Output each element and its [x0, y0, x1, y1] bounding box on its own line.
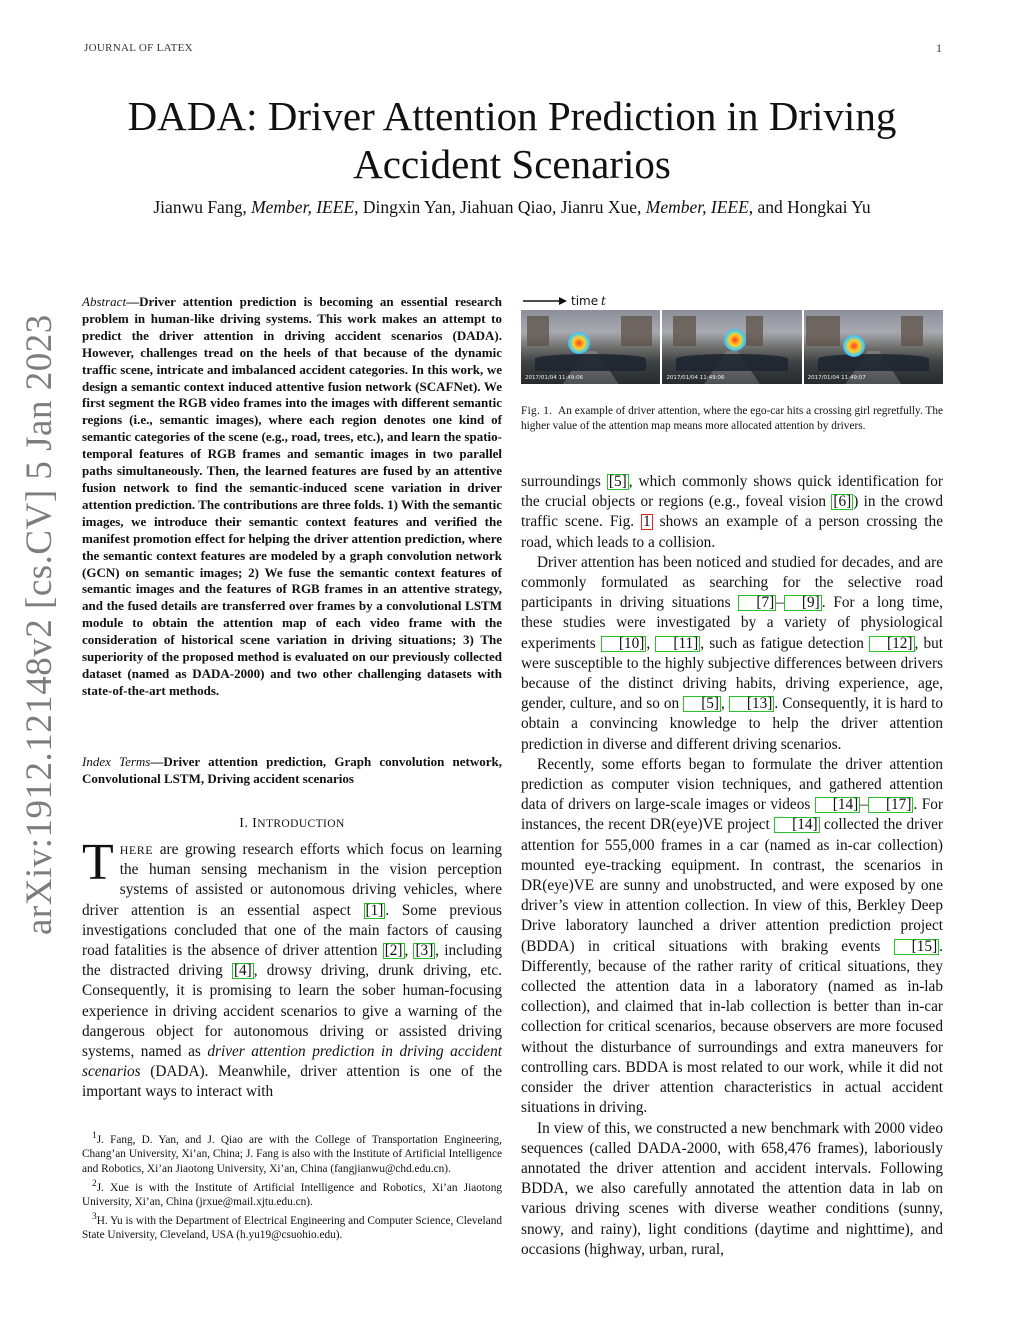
video-frame-2: [662, 310, 801, 384]
frame-timestamp: 2017/01/04 11:49:06: [666, 375, 725, 381]
index-terms-text: —Driver attention prediction, Graph convolution network, Convolutional LSTM, Driving accident scenarios: [82, 754, 502, 786]
citation-link[interactable]: [14]: [774, 817, 820, 833]
index-terms: [82, 754, 502, 788]
footnote-mark: 2: [92, 1178, 97, 1189]
text-run: . Consequently, it is hard to obtain a convincing knowledge to help the driver attention prediction in diverse and different driving scenarios.: [521, 695, 944, 753]
footnote-1: [82, 1129, 502, 1177]
citation-link[interactable]: [3]: [415, 942, 434, 960]
text-run: –: [776, 594, 784, 612]
video-frame-1: [521, 310, 660, 384]
video-frame-3: [804, 310, 943, 384]
body-paragraph: [521, 472, 943, 553]
citation-link[interactable]: [14]: [815, 797, 861, 813]
text-run: Recently, some efforts began to formulate the driver attention prediction as computer vision techniques, and gathered attention data of drivers on large-scale images or videos: [521, 755, 943, 814]
page-number: 1: [936, 41, 942, 55]
time-axis: [521, 292, 721, 310]
citation-link[interactable]: [17]: [868, 797, 914, 813]
abstract: [82, 294, 502, 700]
text-run: (DADA). Meanwhile, driver attention is one of the important ways to interact with: [82, 1063, 502, 1101]
footnote-3: [82, 1210, 502, 1243]
text-run: , such as fatigue detection: [700, 634, 870, 652]
footnote-text: H. Yu is with the Department of Electrical Engineering and Computer Science, Cleveland State University, Cleveland, USA (h.yu19@csuohio.edu).: [82, 1214, 502, 1241]
time-axis-variable: t: [601, 294, 606, 308]
section-title-rest: NTRODUCTION: [257, 818, 345, 830]
footnote-mark: 1: [92, 1131, 97, 1141]
footnote-2: [82, 1177, 502, 1210]
citation-link[interactable]: [5]: [683, 696, 721, 712]
author-1-membership: Member, IEEE: [251, 197, 355, 217]
introduction-body: [82, 834, 502, 1103]
right-column-body: [521, 472, 943, 1260]
footnote-mark: 3: [92, 1211, 97, 1222]
section-title-first: I: [252, 816, 258, 831]
text-run: collected the driver attention for 555,000 frames in a car (named as in-car collection) mounted eye-tracking equipment. In contrast, the scenarios in DR(eye)VE are sunny and unobstructed, and were exposed by one driver’s view in attention collection. In view of this, Berkley Deep Drive laboratory launched a driver attention prediction project (BDDA) in critical situations with braking events: [521, 816, 944, 955]
body-paragraph: In view of this, we constructed a new benchmark with 2000 video sequences (called DADA-2000, with 658,476 frames), laboriously annotated the driver attention and accident intervals. Following BDDA, we also carefully annotated the attention data in lab on various driving scenes with diverse weather conditions (sunny, snowy, and rainy), light conditions (daytime and nighttime), and occasions (highway, urban, rural,: [521, 1119, 943, 1258]
figure-caption-text: An example of driver attention, where the ego-car hits a crossing girl regretfully. The higher value of the attention map means more allocated attention by drivers.: [521, 405, 943, 432]
paper-title: DADA: Driver Attention Prediction in Driving Accident Scenarios: [127, 93, 897, 187]
section-number: I.: [239, 816, 249, 831]
text-run: , drowsy driving, drunk driving, etc. Consequently, it is promising to learn the sober human-focusing experience in driving accident scenarios to give a warning of the dangerous object for autonomous driving or assisted driving systems, named as: [82, 962, 502, 1061]
citation-link[interactable]: [9]: [784, 595, 822, 611]
author-list: [60, 197, 964, 218]
time-arrow-icon: [521, 292, 721, 310]
citation-link[interactable]: [13]: [729, 696, 775, 712]
text-run: . Differently, because of the rather rarity of critical situations, they collected the attention data in a laboratory (named as in-lab collection), and claimed that in-lab collection is better than in-car collection for critical scenarios, because observers are more focused without the disturbance of surroundings and extra maneuvers for controlling cars. BDDA is most related to our work, while it did not consider the driver attention characteristics in actual accident situations in driving.: [521, 937, 943, 1117]
body-paragraph: [521, 755, 943, 1119]
text-run: , including the distracted driving: [82, 942, 502, 980]
text-run: ) in the crowd traffic scene. Fig.: [521, 493, 943, 531]
text-run: Driver attention has been noticed and studied for decades, and are commonly formulated as searching for the selective road participants in driving situations: [521, 553, 943, 612]
footnotes: [82, 1129, 502, 1242]
author-group-3: , and Hongkai Yu: [748, 197, 871, 217]
text-run: –: [860, 796, 868, 814]
figure-reference-link[interactable]: 1: [643, 513, 651, 531]
text-run: , which commonly shows quick identification for the crucial objects or regions (e.g., foveal vision: [521, 473, 943, 511]
text-run: ,: [646, 634, 656, 652]
figure-caption: [521, 404, 943, 433]
time-axis-label: time: [571, 294, 599, 308]
small-caps-lead: HERE: [119, 843, 154, 857]
abstract-label: Abstract: [82, 294, 127, 309]
index-terms-label: Index Terms: [82, 754, 151, 769]
text-run: . Some previous investigations concluded that one of the main factors of causing road fatalities is the absence of driver attention: [82, 901, 502, 960]
citation-link[interactable]: [10]: [601, 636, 647, 652]
section-heading-introduction: [82, 816, 502, 832]
text-run: surroundings: [521, 473, 607, 490]
citation-link[interactable]: [2]: [384, 942, 403, 960]
journal-name: JOURNAL OF LATEX: [84, 42, 193, 54]
author-1: Jianwu Fang,: [153, 197, 247, 217]
figure-label: Fig. 1.: [521, 405, 553, 417]
citation-link[interactable]: [4]: [233, 962, 252, 980]
author-2-membership: Member, IEEE: [645, 197, 749, 217]
citation-link[interactable]: [15]: [894, 939, 940, 955]
text-run: . For a long time, these studies were investigated by a variety of physiological experiments: [521, 594, 944, 652]
frame-timestamp: 2017/01/04 11:49:06: [525, 375, 584, 381]
footnote-text: J. Xue is with the Institute of Artificial Intelligence and Robotics, Xi’an Jiaotong University, Xi’an, China (jrxue@mail.xjtu.edu.cn).: [82, 1181, 502, 1208]
drop-cap: T: [82, 834, 114, 891]
abstract-text: —Driver attention prediction is becoming an essential research problem in human-like driving systems. This work makes an attempt to predict the driver attention in driving accident scenarios (DADA). However, challenges tread on the heels of that because of the dynamic traffic scene, intricate and imbalanced accident categories. In this work, we design a semantic context induced attentive fusion network (SCAFNet). We first segment the RGB video frames into the images with different semantic regions (i.e., semantic images), where each region denotes one kind of semantic categories of the scene (e.g., road, trees, etc.), and learn the spatio-temporal features of RGB frames and semantic images in two parallel paths simultaneously. Then, the learned features are fused by an attentive fusion network to find the semantic-induced scene variation in driver attention prediction. The contributions are three folds. 1) With the semantic images, we introduce their semantic context features and verified the manifest promotion effect for helping the driver attention prediction, where the semantic context features are modeled by a graph convolution network (GCN) on semantic images; 2) We fuse the semantic context features of semantic images and the features of RGB frames in an attentive strategy, and the fused details are transferred over frames by a convolutional LSTM module to obtain the attention map of each video frame with the consideration of historical scene variation in driving situations; 3) The superiority of the proposed method is evaluated on our previously collected dataset (named as DADA-2000) and two other challenging datasets with state-of-the-art methods.: [82, 294, 502, 698]
text-run: shows an example of a person crossing the road, which leads to a collision.: [521, 513, 943, 551]
figure-frames: [521, 310, 943, 384]
footnote-text: J. Fang, D. Yan, and J. Qiao are with the College of Transportation Engineering, Chang’an University, Xi’an, China; J. Fang is also with the Institute of Artificial Intelligence and Robotics, Xi’an Jiaotong University, Xi’an, China (fangjianwu@chd.edu.cn).: [82, 1133, 502, 1175]
frame-timestamp: 2017/01/04 11:49:07: [807, 375, 866, 381]
citation-link[interactable]: [7]: [738, 595, 776, 611]
text-run: are growing research efforts which focus on learning the human sensing mechanism in the vision perception systems of assisted or autonomous driving vehicles, where driver attention is an essential aspect: [82, 841, 502, 919]
text-run: ,: [721, 695, 729, 713]
citation-link[interactable]: [6]: [833, 493, 852, 511]
body-paragraph: [521, 553, 943, 755]
citation-link[interactable]: [1]: [365, 901, 384, 919]
citation-link[interactable]: [5]: [608, 473, 627, 490]
text-run: . For instances, the recent DR(eye)VE project: [521, 796, 943, 834]
citation-link[interactable]: [11]: [655, 636, 700, 652]
citation-link[interactable]: [12]: [869, 636, 915, 652]
introduction-paragraph: THERE are growing research efforts which focus on learning the human sensing mechanism in the vision perception systems of assisted or autonomous driving vehicles, where driver attention is an essential aspect [1] . Some previous investigations concluded that one of the main factors of causing road fatalities is the absence of driver attention [2] , [3] , including the distracted driving [4] , drowsy driving, drunk driving, etc. Consequently, it is promising to learn the sober human-focusing experience in driving accident scenarios to give a warning of the dangerous object for autonomous driving or assisted driving systems, named as driver attention prediction in driving accident scenarios (DADA). Meanwhile, driver attention is one of the important ways to interact with: [82, 834, 502, 1101]
text-run: , but were susceptible to the highly subjective differences between drivers because of the distinct driving habits, driving experience, age, gender, culture, and so on: [521, 634, 944, 713]
author-group-2: , Dingxin Yan, Jiahuan Qiao, Jianru Xue,: [354, 197, 642, 217]
emphasis-text: driver attention prediction in driving accident scenarios: [82, 1043, 502, 1081]
arxiv-identifier: arXiv:1912.12148v2 [cs.CV] 5 Jan 2023: [19, 314, 60, 935]
